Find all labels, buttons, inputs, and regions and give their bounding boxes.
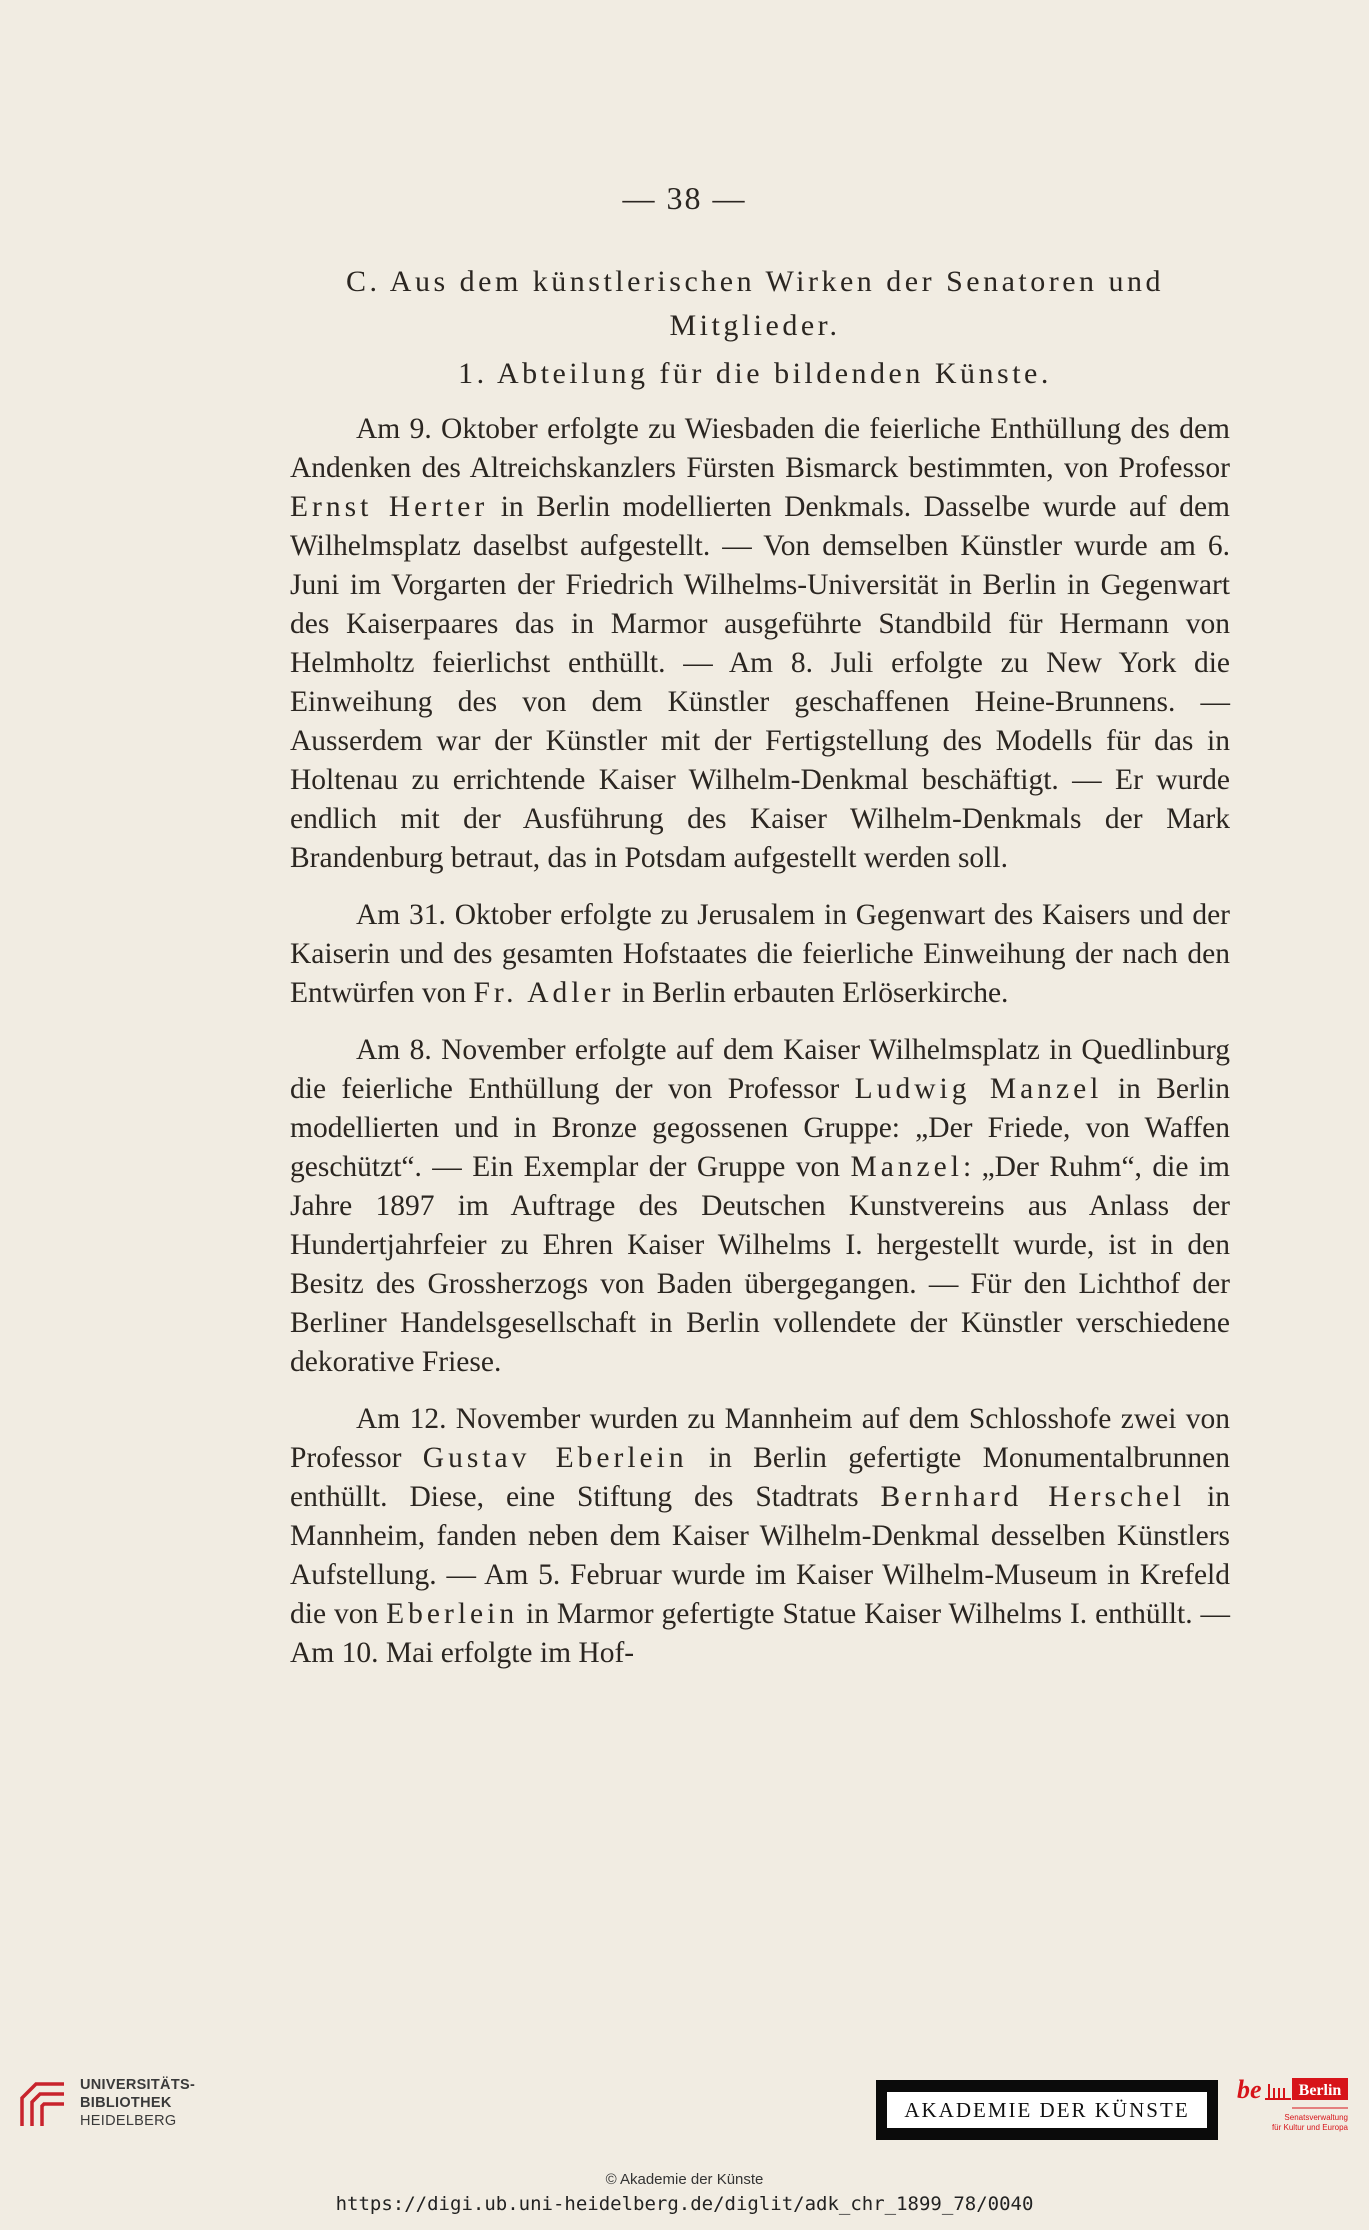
library-line2: BIBLIOTHEK xyxy=(80,2095,172,2111)
text-run: in Marmor gefertigte Statue Kaiser Wilhelms I. enthüllt. — Am 10. Mai erfolgte im Hof- xyxy=(290,1598,1230,1669)
paragraph-2 xyxy=(290,896,1230,1013)
text-run: in Berlin gefertigte Monumentalbrunnen enthüllt. Diese, eine Stiftung des Stadtrats xyxy=(290,1442,1231,1513)
person-name: Ludwig Manzel xyxy=(854,1073,1103,1105)
university-library-logo[interactable] xyxy=(14,2072,194,2138)
permalink-url[interactable]: https://digi.ub.uni-heidelberg.de/diglit/adk_chr_1899_78/0040 xyxy=(335,2193,1034,2215)
berlin-senate-logo[interactable] xyxy=(1235,2072,1351,2142)
paragraph-3 xyxy=(290,1031,1230,1382)
text-run: Am 31. Oktober erfolgte zu Jerusalem in Gegenwart des Kaisers und der Kaiserin und des gesamten Hofstaates die feierliche Einweihung der nach den Entwürfen von xyxy=(290,899,1230,1009)
paragraph-4 xyxy=(290,1400,1230,1673)
text-run: in Berlin modellierten Denkmals. Dasselbe wurde auf dem Wilhelmsplatz daselbst aufgestellt. — Von demselben Künstler wurde am 6. Juni im Vorgarten der Friedrich Wilhelms-Universität in Berlin in Gegenwart des Kaiserpaares das in Marmor ausgeführte Standbild für Hermann von Helmholtz feierlichst enthüllt. — Am 8. Juli erfolgte zu New York die Einweihung des von dem Künstler geschaffenen Heine-Brunnens. — Ausserdem war der Künstler mit der Fertigstellung des Modells für das in Holtenau zu errichtende Kaiser Wilhelm-Denkmal beschäftigt. — Er wurde endlich mit der Ausführung des Kaiser Wilhelm-Denkmals der Mark Brandenburg betraut, das in Potsdam aufgestellt werden soll. xyxy=(290,491,1230,874)
berlin-sub2: für Kultur und Europa xyxy=(1271,2123,1348,2132)
person-name: Gustav Eberlein xyxy=(422,1442,688,1474)
svg-text:be: be xyxy=(1237,2075,1262,2104)
berlin-bear-icon xyxy=(1235,2072,1351,2142)
person-name: Fr. Adler xyxy=(473,977,615,1009)
paragraph-1 xyxy=(290,410,1230,878)
academy-logo-label: AKADEMIE DER KÜNSTE xyxy=(887,2092,1207,2128)
person-name: Bernhard Herschel xyxy=(880,1481,1186,1513)
section-heading-line2: Mitglieder. xyxy=(669,309,841,342)
library-logo-icon xyxy=(14,2076,72,2134)
text-run: in Mannheim, fanden neben dem Kaiser Wilhelm-Denkmal desselben Künstlers Aufstellung. — Am 5. Februar wurde im Kaiser Wilhelm-Museum in Krefeld die von xyxy=(290,1481,1230,1630)
library-line3: HEIDELBERG xyxy=(80,2113,177,2129)
person-name: Eberlein xyxy=(386,1598,519,1630)
text-run: : „Der Ruhm“, die im Jahre 1897 im Auftrage des Deutschen Kunstvereins aus Anlass der Hundertjahrfeier zu Ehren Kaiser Wilhelms I. hergestellt wurde, ist in den Besitz des Grossherzogs von Baden übergegangen. — Für den Lichthof der Berliner Handelsgesellschaft in Berlin vollendete der Künstler verschiedene dekorative Friese. xyxy=(290,1151,1230,1378)
library-name xyxy=(80,2076,195,2130)
copyright-notice: © Akademie der Künste xyxy=(605,2171,764,2188)
academy-logo[interactable] xyxy=(876,2080,1218,2140)
page-number: — 38 — xyxy=(622,180,747,216)
person-name: Ernst Herter xyxy=(290,491,489,523)
berlin-logo-text: Berlin xyxy=(1298,2082,1342,2099)
text-run: Am 8. November erfolgte auf dem Kaiser Wilhelmsplatz in Quedlinburg die feierliche Enthüllung der von Professor xyxy=(290,1034,1230,1105)
text-run: Am 9. Oktober erfolgte zu Wiesbaden die feierliche Enthüllung des dem Andenken des Altreichskanzlers Fürsten Bismarck bestimmten, von Professor xyxy=(290,413,1230,484)
subsection-heading: 1. Abteilung für die bildenden Künste. xyxy=(458,357,1052,390)
body-text xyxy=(290,410,1230,1691)
library-line1: UNIVERSITÄTS- xyxy=(80,2077,196,2093)
text-run: Am 12. November wurden zu Mannheim auf dem Schlosshofe zwei von Professor xyxy=(290,1403,1230,1474)
section-heading-line1: C. Aus dem künstlerischen Wirken der Senatoren und xyxy=(345,265,1165,298)
berlin-sub1: Senatsverwaltung xyxy=(1284,2113,1348,2122)
person-name: Manzel xyxy=(850,1151,963,1183)
text-run: in Berlin erbauten Erlöserkirche. xyxy=(614,977,1009,1009)
text-run: in Berlin modellierten und in Bronze gegossenen Gruppe: „Der Friede, von Waffen geschützt“. — Ein Exemplar der Gruppe von xyxy=(290,1073,1230,1183)
section-heading xyxy=(290,260,1220,348)
